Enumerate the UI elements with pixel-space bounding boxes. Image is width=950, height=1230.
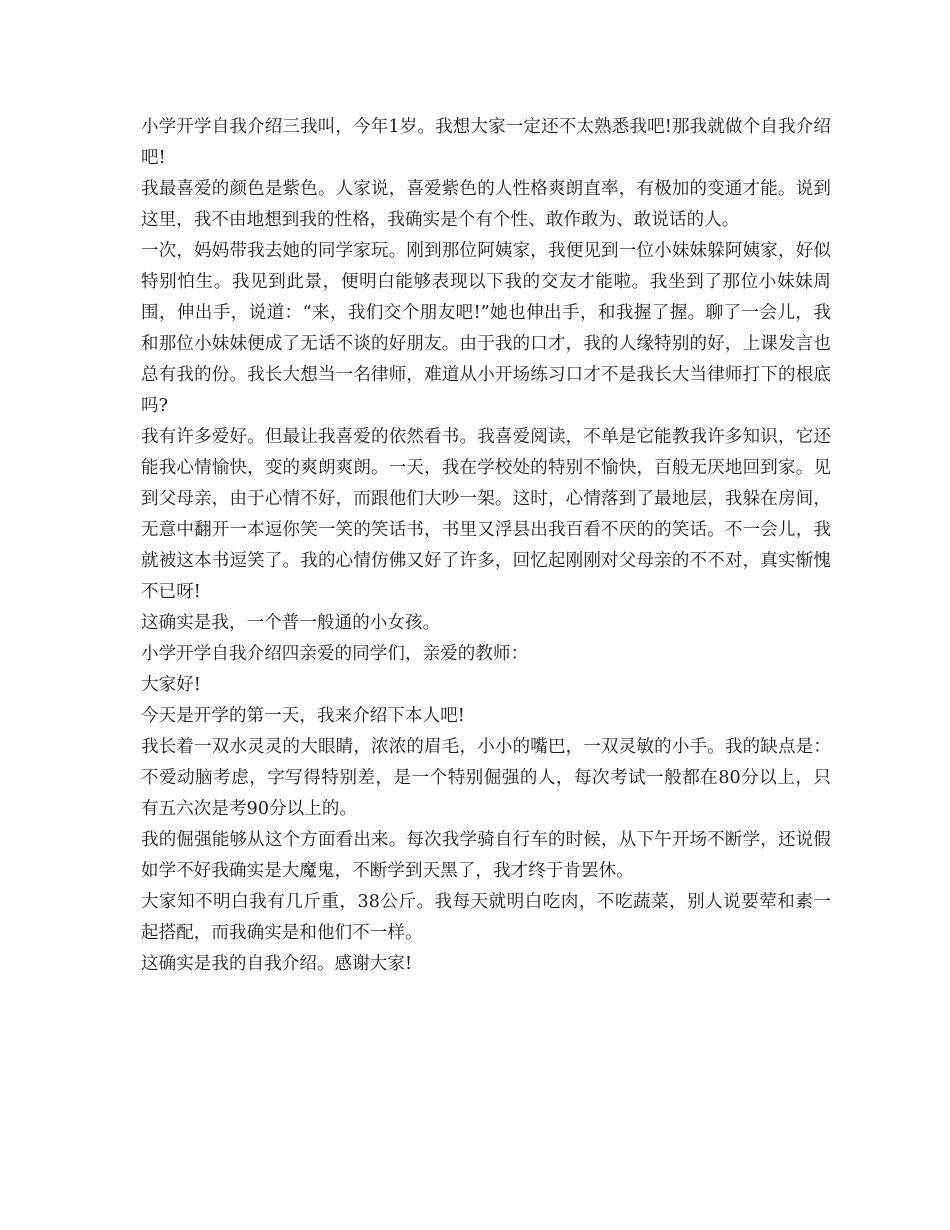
paragraph: 大家知不明白我有几斤重，38公斤。我每天就明白吃肉，不吃蔬菜，别人说要荤和素一起搭配，而我确实是和他们不一样。 [141,892,831,943]
paragraph: 大家好! [141,675,201,695]
paragraph: 一次，妈妈带我去她的同学家玩。刚到那位阿姨家，我便见到一位小妹妹躲阿姨家，好似特别怕生。我见到此景，便明白能够表现以下我的交友才能啦。我坐到了那位小妹妹周围，伸出手，说道：“来，我们交个朋友吧!”她也伸出手，和我握了握。聊了一会儿，我和那位小妹妹便成了无话不谈的好朋友。由于我的口才，我的人缘特别的好，上课发言也总有我的份。我长大想当一名律师，难道从小开场练习口才不是我长大当律师打下的根底吗? [141,241,831,416]
paragraph: 小学开学自我介绍三我叫，今年1岁。我想大家一定还不太熟悉我吧!那我就做个自我介绍吧! [141,117,831,168]
paragraph: 这确实是我，一个普一般通的小女孩。 [141,613,441,633]
paragraph: 小学开学自我介绍四亲爱的同学们，亲爱的教师： [141,644,529,664]
paragraph: 我最喜爱的颜色是紫色。人家说，喜爱紫色的人性格爽朗直率，有极加的变通才能。说到这里，我不由地想到我的性格，我确实是个有个性、敢作敢为、敢说话的人。 [141,179,831,230]
paragraph: 这确实是我的自我介绍。感谢大家! [141,954,413,974]
paragraph: 今天是开学的第一天，我来介绍下本人吧! [141,706,465,726]
document-body [141,112,831,980]
paragraph: 我的倔强能够从这个方面看出来。每次我学骑自行车的时候，从下午开场不断学，还说假如学不好我确实是大魔鬼，不断学到天黑了，我才终于肯罢休。 [141,830,831,881]
paragraph: 我有许多爱好。但最让我喜爱的依然看书。我喜爱阅读，不单是它能教我许多知识，它还能我心情愉快，变的爽朗爽朗。一天，我在学校处的特别不愉快，百般无厌地回到家。见到父母亲，由于心情不好，而跟他们大吵一架。这时，心情落到了最地层，我躲在房间，无意中翻开一本逗你笑一笑的笑话书，书里又浮县出我百看不厌的的笑话。不一会儿，我就被这本书逗笑了。我的心情仿佛又好了许多，回忆起刚刚对父母亲的不不对，真实惭愧不已呀! [141,427,831,602]
paragraph: 我长着一双水灵灵的大眼睛，浓浓的眉毛，小小的嘴巴，一双灵敏的小手。我的缺点是：不爱动脑考虑，字写得特别差，是一个特别倔强的人，每次考试一般都在80分以上，只有五六次是考90分以上的。 [141,737,831,819]
